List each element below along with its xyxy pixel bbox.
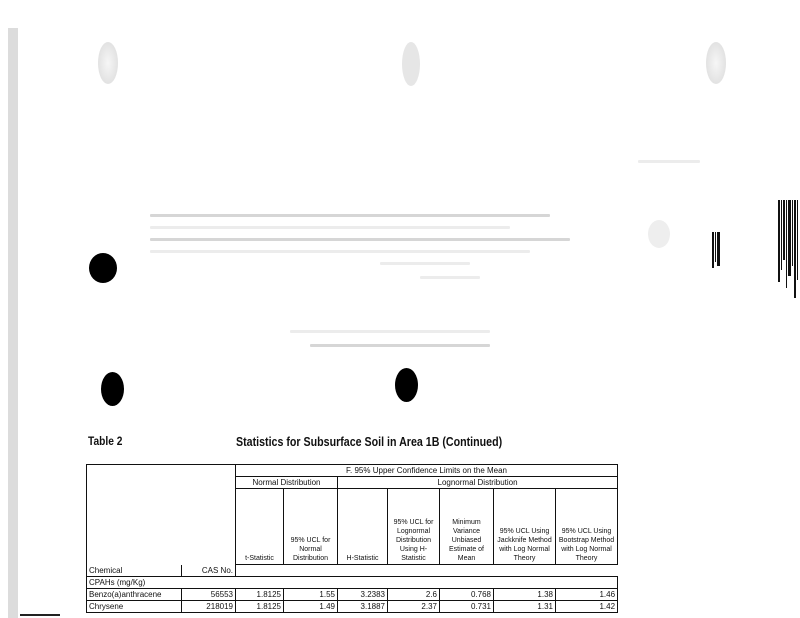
table-row [87,588,618,600]
binder-hole-right [706,42,726,84]
ucl-normal-cell: 1.49 [284,600,338,612]
ucl-h-cell: 2.37 [388,600,440,612]
cas-cell: 218019 [182,600,236,612]
column-header: 95% UCL Using Jackknife Method with Log Normal Theory [494,489,556,565]
bleed-through-mark [648,220,670,248]
ucl-h-cell: 2.6 [388,588,440,600]
jackknife-cell: 1.31 [494,600,556,612]
bootstrap-cell: 1.42 [556,600,618,612]
binder-hole-left [98,42,118,84]
h-statistic-cell: 3.1887 [338,600,388,612]
ucl-normal-cell: 1.55 [284,588,338,600]
t-statistic-cell: 1.8125 [236,588,284,600]
scan-artifact-small [712,232,720,268]
column-header: 95% UCL Using Bootstrap Method with Log Normal Theory [556,489,618,565]
lognormal-distribution-header: Lognormal Distribution [338,477,618,489]
punch-mark-3 [395,368,418,402]
chemical-cell: Benzo(a)anthracene [87,588,182,600]
section-label: CPAHs (mg/Kg) [87,576,618,588]
column-header-chemical: Chemical [87,565,182,577]
normal-distribution-header: Normal Distribution [236,477,338,489]
chemical-cell: Chrysene [87,600,182,612]
scan-bottom-mark [20,614,60,616]
punch-mark-1 [89,253,117,283]
statistics-table [86,464,618,613]
table-label: Table 2 [88,434,123,448]
h-statistic-cell: 3.2383 [338,588,388,600]
mvue-cell: 0.731 [440,600,494,612]
column-header: H-Statistic [338,489,388,565]
cas-cell: 56553 [182,588,236,600]
mvue-cell: 0.768 [440,588,494,600]
punch-mark-2 [101,372,124,406]
binder-hole-middle [402,42,420,86]
table-row [87,600,618,612]
t-statistic-cell: 1.8125 [236,600,284,612]
scan-artifact-barcode [778,200,798,298]
bootstrap-cell: 1.46 [556,588,618,600]
scan-left-edge [8,28,18,618]
jackknife-cell: 1.38 [494,588,556,600]
header-spacer [87,465,236,565]
column-header-cas: CAS No. [182,565,236,577]
column-header: 95% UCL for Normal Distribution [284,489,338,565]
column-header: t-Statistic [236,489,284,565]
table-title: Statistics for Subsurface Soil in Area 1B (Continued) [236,434,503,449]
column-header: 95% UCL for Lognormal Distribution Using H-Statistic [388,489,440,565]
ucl-group-header: F. 95% Upper Confidence Limits on the Mean [236,465,618,477]
column-header: Minimum Variance Unbiased Estimate of Mean [440,489,494,565]
